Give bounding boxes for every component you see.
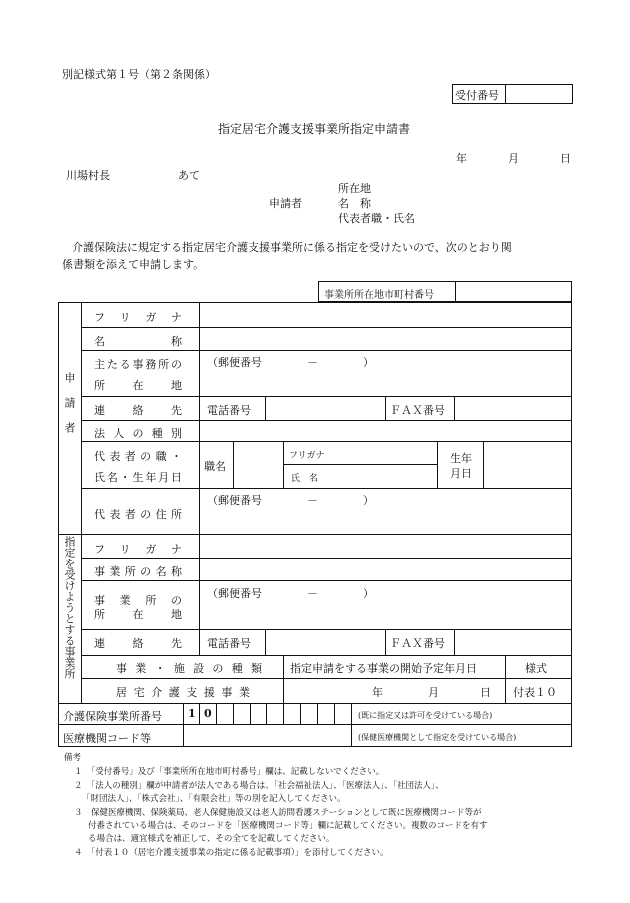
- office-name-label: 事 業 所 の 名 称: [94, 565, 182, 578]
- rep-postal-dash: －: [307, 494, 318, 507]
- fax-field[interactable]: [457, 398, 570, 418]
- office-phone-label: 電話番号: [207, 637, 251, 650]
- applicant-side-label: 申請者: [63, 372, 76, 447]
- start-year: 年: [372, 686, 383, 699]
- medical-code-label: 医療機関コード等: [63, 732, 151, 745]
- receipt-number-label: 受付番号: [455, 89, 499, 102]
- contact-label: 連 絡 先: [94, 404, 182, 417]
- date-month: 月: [508, 152, 519, 165]
- start-month: 月: [428, 686, 439, 699]
- fax-label: ＦＡＸ番号: [390, 404, 445, 417]
- rep-postal-label: （郵便番号: [207, 494, 262, 507]
- kaigo-number-note: (既に指定又は許可を受けている場合): [358, 711, 493, 720]
- body-text-line2: 係書類を添えて申請します。: [62, 258, 205, 271]
- main-office-postal-close: ）: [363, 356, 374, 369]
- start-day: 日: [480, 686, 491, 699]
- office-fax-field[interactable]: [457, 631, 570, 653]
- date-year: 年: [456, 152, 467, 165]
- note-line-4: ３ 保健医療機関、保険薬局、老人保健施設又は老人訪問看護ステーションとして既に医療機関コード等が: [74, 808, 482, 818]
- target-office-side-label: 指定を受けようとする事業所: [63, 536, 76, 679]
- kaigo-number-label: 介護保険事業所番号: [63, 710, 162, 723]
- medical-code-field[interactable]: [186, 726, 348, 745]
- rep-postal-close: ）: [363, 494, 374, 507]
- office-postal-dash: －: [307, 587, 318, 600]
- applicant-label: 申請者: [269, 197, 302, 210]
- rep-furigana-label: フリガナ: [289, 451, 325, 461]
- office-phone-field[interactable]: [268, 631, 382, 653]
- municipality-number-field[interactable]: [457, 283, 570, 300]
- applicant-name-field[interactable]: [202, 330, 570, 348]
- birthdate-field[interactable]: [486, 443, 570, 486]
- corp-type-label: 法 人 の 種 別: [94, 427, 182, 440]
- birth-label-2: 月日: [450, 467, 472, 480]
- kaigo-digit-1: 1: [188, 707, 196, 720]
- note-line-7: ４ 「付表１０（居宅介護支援事業の指定に係る記載事項）」を添付してください。: [74, 848, 389, 858]
- format-label: 様式: [525, 662, 547, 675]
- note-line-1: １ 「受付番号」及び「事業所所在地市町村番号」欄は、記載しないでください。: [74, 767, 385, 777]
- form-id: 別記様式第１号（第２条関係）: [62, 68, 216, 81]
- municipality-number-label: 事業所所在地市町村番号: [324, 290, 434, 301]
- date-day: 日: [560, 152, 571, 165]
- office-postal-label: （郵便番号: [207, 587, 262, 600]
- kaigo-digit-2: 0: [204, 707, 212, 720]
- birth-label-1: 生年: [450, 452, 472, 465]
- applicant-name-label: 名 称: [338, 197, 371, 210]
- receipt-number-field[interactable]: [507, 86, 571, 102]
- position-label: 職名: [204, 460, 226, 473]
- note-line-6: る場合は、適宜様式を補正して、その全てを記載してください。: [88, 834, 335, 844]
- office-postal-close: ）: [363, 587, 374, 600]
- office-furigana-field[interactable]: [202, 537, 570, 556]
- office-contact-label: 連 絡 先: [94, 637, 182, 650]
- rep-address-label: 代 表 者 の 住 所: [94, 508, 182, 521]
- main-office-postal-label: （郵便番号: [207, 356, 262, 369]
- addressee-ate: あて: [178, 169, 200, 182]
- main-office-label-1: 主 た る 事 務 所 の: [94, 358, 182, 371]
- attachment-label: 付表１０: [513, 686, 557, 699]
- main-office-postal-dash: －: [307, 356, 318, 369]
- position-field[interactable]: [236, 443, 281, 486]
- office-furigana-label: フ リ ガ ナ: [94, 543, 182, 556]
- phone-field[interactable]: [268, 398, 382, 418]
- rep-label-1: 代 表 者 の 職 ・: [94, 450, 182, 463]
- applicant-rep-label: 代表者職・氏名: [338, 212, 415, 225]
- office-location-label-2: 所 在 地: [94, 608, 182, 621]
- service-type-label: 事 業 ・ 施 設 の 種 類: [116, 662, 262, 675]
- rep-name-label: 氏 名: [291, 474, 319, 484]
- phone-label: 電話番号: [207, 404, 251, 417]
- applicant-furigana-field[interactable]: [202, 305, 570, 325]
- note-line-3: 「財団法人」、「株式会社」、「有限会社」等の別を記入してください。: [82, 794, 346, 804]
- document-title: 指定居宅介護支援事業所指定申請書: [218, 122, 411, 136]
- corp-type-field[interactable]: [202, 422, 570, 439]
- service-name: 居 宅 介 護 支 援 事 業: [116, 686, 250, 699]
- addressee: 川場村長: [66, 169, 110, 182]
- note-line-5: 付番されている場合は、そのコードを「医療機関コード等」欄に記載してください。複数のコードを有す: [88, 821, 488, 831]
- start-date-label: 指定申請をする事業の開始予定年月日: [290, 662, 477, 675]
- medical-code-note: (保健医療機関として指定を受けている場合): [358, 733, 517, 742]
- note-line-2: ２ 「法人の種別」欄が申請者が法人である場合は、「社会福祉法人」、「医療法人」、「社団法人」、: [74, 781, 444, 791]
- office-location-label-1: 事 業 所 の: [94, 594, 182, 607]
- main-office-label-2: 所 在 地: [94, 379, 182, 392]
- name-label: 名 称: [94, 335, 182, 348]
- notes-title: 備考: [64, 753, 82, 763]
- furigana-label: フ リ ガ ナ: [94, 311, 182, 324]
- applicant-address-label: 所在地: [338, 182, 371, 195]
- body-text-line1: 介護保険法に規定する指定居宅介護支援事業所に係る指定を受けたいので、次のとおり関: [72, 241, 512, 254]
- office-name-field[interactable]: [202, 560, 570, 578]
- rep-label-2: 氏 名 ・ 生 年 月 日: [94, 471, 182, 484]
- office-fax-label: ＦＡＸ番号: [390, 637, 445, 650]
